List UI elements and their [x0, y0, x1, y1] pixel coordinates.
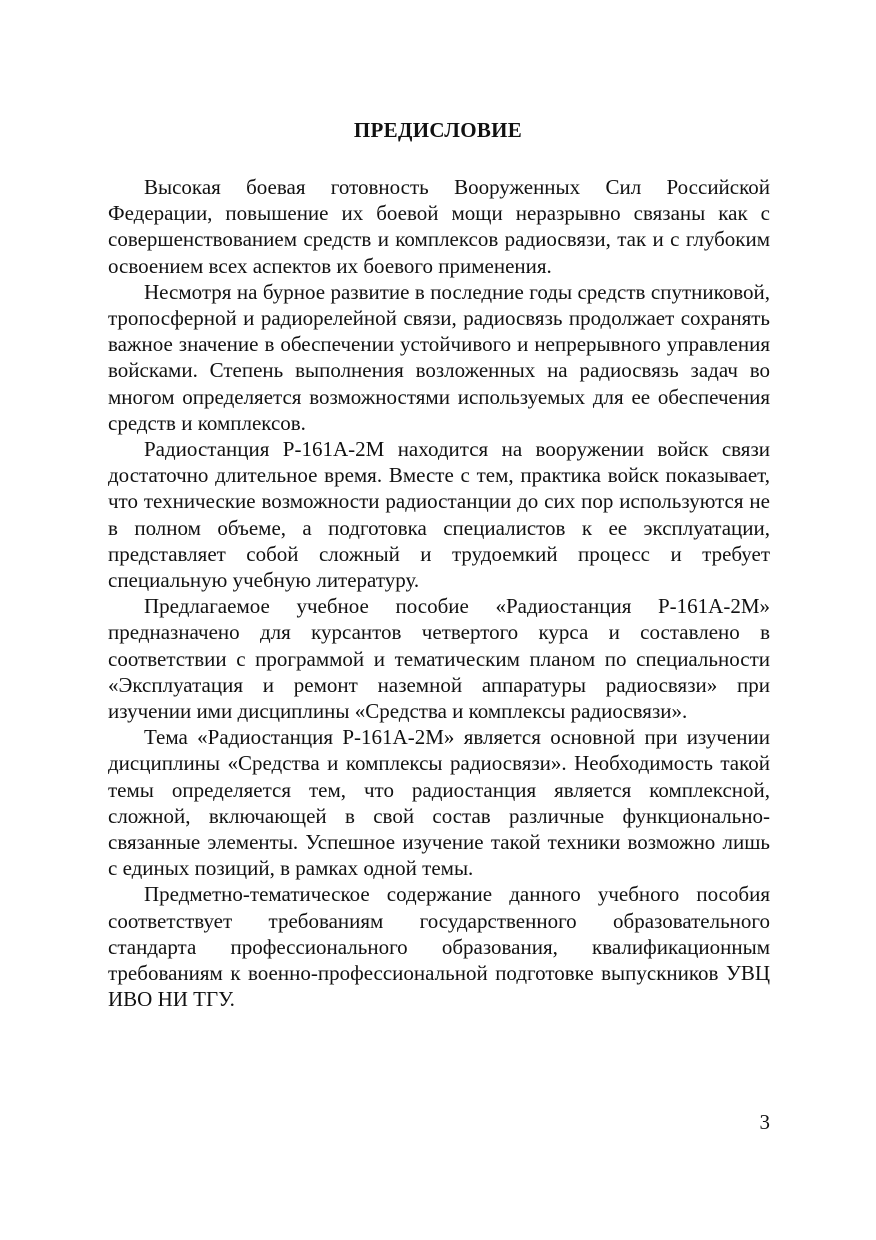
page-number: 3: [759, 1110, 770, 1134]
paragraph: Высокая боевая готовность Вооруженных Сил Российской Федерации, повышение их боевой мощи неразрывно связаны как с совершенствованием средств и комплексов радиосвязи, так и с глубоким освоением всех аспектов их боевого применения.: [108, 175, 770, 278]
paragraph: Предметно-тематическое содержание данного учебного пособия соответствует требованиям государственного образовательного стандарта профессионального образования, квалификационным требованиям к военно-профессиональной подготовке выпускников УВЦ ИВО НИ ТГУ.: [108, 882, 770, 1012]
paragraph: Предлагаемое учебное пособие «Радиостанция Р-161А-2М» предназначено для курсантов четвертого курса и составлено в соответствии с программой и тематическим планом по специальности «Эксплуатация и ремонт наземной аппаратуры радиосвязи» при изучении ими дисциплины «Средства и комплексы радиосвязи».: [108, 594, 770, 724]
page-title: ПРЕДИСЛОВИЕ: [353, 118, 523, 142]
paragraph: Тема «Радиостанция Р-161А-2М» является основной при изучении дисциплины «Средства и комплексы радиосвязи». Необходимость такой темы определяется тем, что радиостанция является комплексной, сложной, включающей в свой состав различные функционально-связанные элементы. Успешное изучение такой техники возможно лишь с единых позиций, в рамках одной темы.: [108, 725, 770, 881]
paragraph: Радиостанция Р-161А-2М находится на вооружении войск связи достаточно длительное время. Вместе с тем, практика войск показывает, что технические возможности радиостанции до сих пор используются не в полном объеме, а подготовка специалистов к ее эксплуатации, представляет собой сложный и трудоемкий процесс и требует специальную учебную литературу.: [108, 437, 770, 593]
preface-body: [108, 174, 770, 1013]
paragraph: Несмотря на бурное развитие в последние годы средств спутниковой, тропосферной и радиорелейной связи, радиосвязь продолжает сохранять важное значение в обеспечении устойчивого и непрерывного управления войсками. Степень выполнения возложенных на радиосвязь задач во многом определяется возможностями используемых для ее обеспечения средств и комплексов.: [108, 279, 770, 435]
